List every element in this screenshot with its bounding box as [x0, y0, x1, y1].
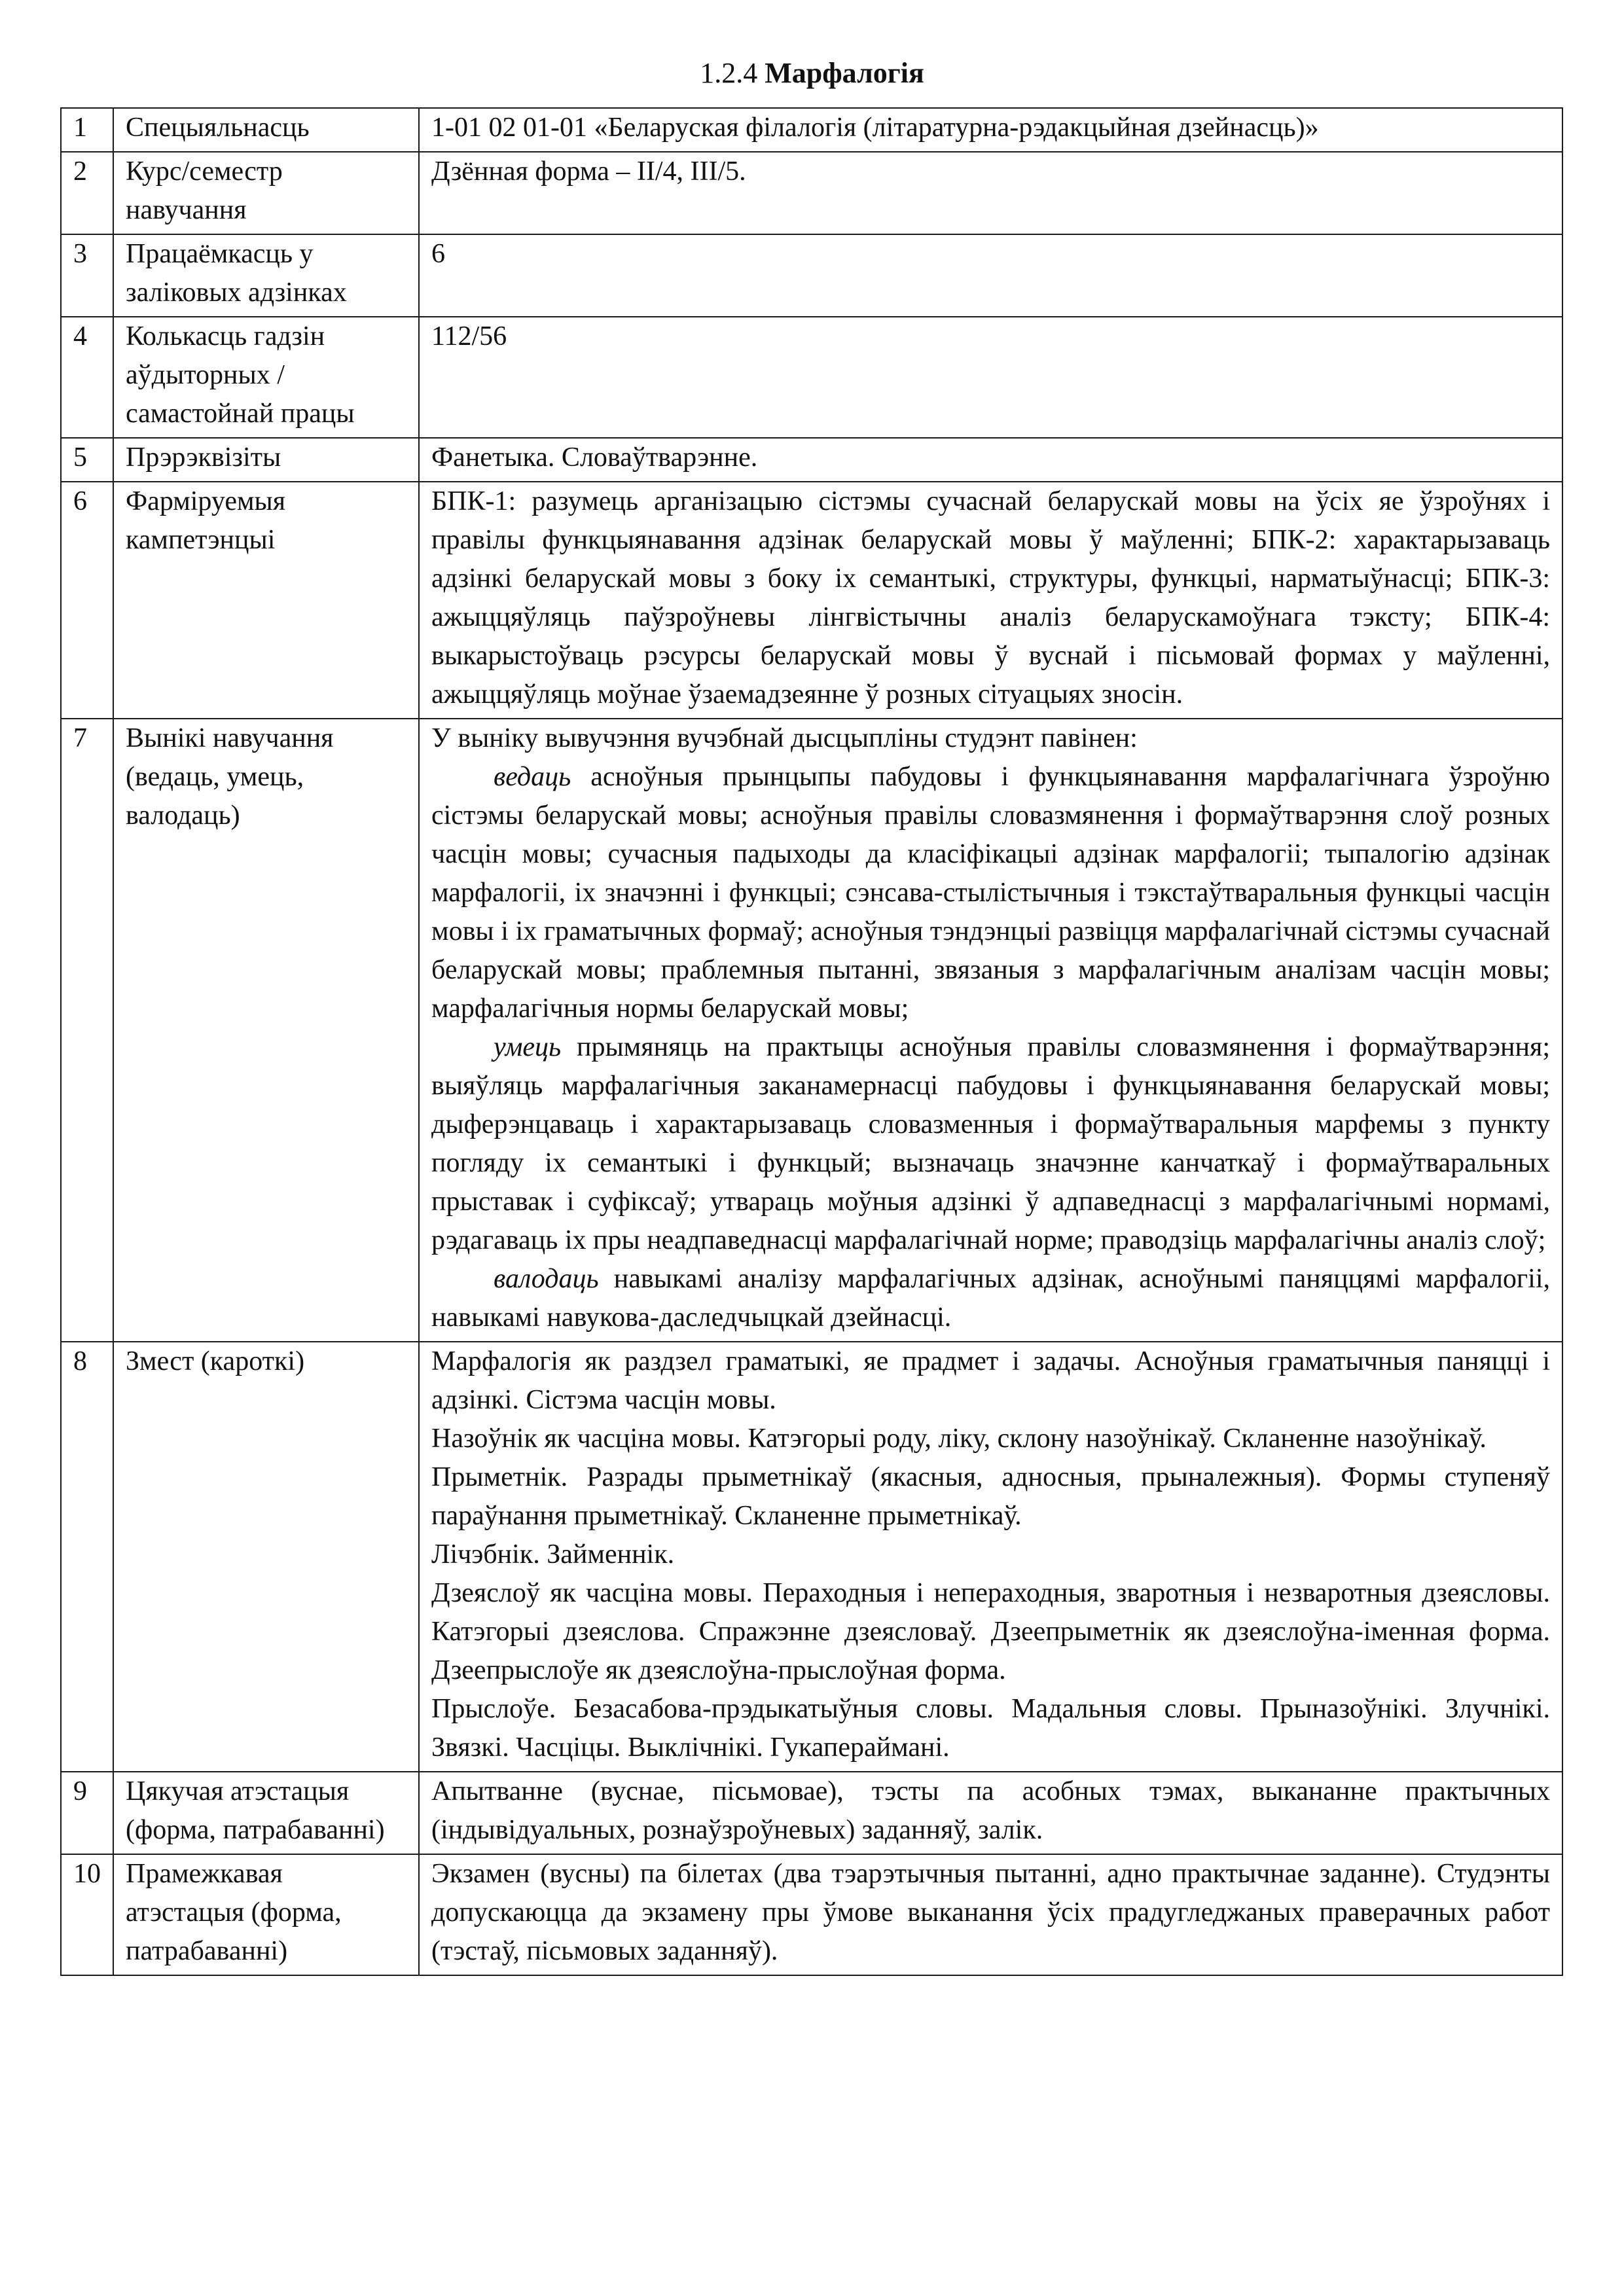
outcome-own-text: навыкамі аналізу марфалагічных адзінак, асноўнымі паняццямі марфалогіі, навыкамі навукова-даследчыцкай дзейнасці.	[431, 1264, 1550, 1333]
row-label: Прамежкавая атэстацыя (форма, патрабаванні)	[113, 1854, 419, 1975]
outcome-know-text: асноўныя прынцыпы пабудовы і функцыянавання марфалагічнага ўзроўню сістэмы беларускай мовы; асноўныя правілы словазмянення і формаўтварэння слоў розных часцін мовы; сучасныя падыходы да класіфікацыі адзінак марфалогіі; тыпалогію адзінак марфалогіі, іх значэнні і функцыі; сэнсава-стылістычныя і тэкстаўтваральныя функцыі часцін мовы і іх граматычных формаў; асноўныя тэндэнцыі развіцця марфалагічнай сістэмы сучаснай беларускай мовы; праблемныя пытанні, звязаныя з марфалагічным аналізам часцін мовы; марфалагічныя нормы беларускай мовы;	[431, 762, 1550, 1024]
content-paragraph: Лічэбнік. Займеннік.	[431, 1539, 675, 1570]
learning-outcomes	[419, 719, 1562, 1342]
outcome-able	[431, 1028, 1550, 1260]
row-number: 10	[61, 1854, 113, 1975]
outcome-own	[431, 1260, 1550, 1337]
content-paragraph: Марфалогія як раздзел граматыкі, яе прадмет і задачы. Асноўныя граматычныя паняцці і адзінкі. Сістэма часцін мовы.	[431, 1346, 1550, 1415]
table-row	[61, 108, 1562, 152]
course-info-table	[60, 107, 1563, 1976]
table-row	[61, 719, 1562, 1342]
row-label: Працаёмкасць у заліковых адзінках	[113, 234, 419, 317]
table-row	[61, 482, 1562, 719]
outcomes-intro: У выніку вывучэння вучэбнай дысцыпліны студэнт павінен:	[431, 723, 1138, 753]
row-label: Прэрэквізіты	[113, 438, 419, 482]
row-label: Спецыяльнасць	[113, 108, 419, 152]
row-number: 8	[61, 1342, 113, 1772]
content-paragraph: Назоўнік як часціна мовы. Катэгорыі роду, ліку, склону назоўнікаў. Скланенне назоўнікаў.	[431, 1424, 1487, 1454]
row-number: 4	[61, 317, 113, 438]
keyword-able: умець	[494, 1032, 562, 1062]
outcome-able-text: прымяняць на практыцы асноўныя правілы словазмянення і формаўтварэння; выяўляць марфалагічныя заканамернасці пабудовы і функцыянавання беларускай мовы; дыферэнцаваць і характарызаваць словазменныя і формаўтваральныя марфемы з пункту погляду іх семантыкі і функцый; вызначаць значэнне канчаткаў і формаўтваральных прыставак і суфіксаў; утвараць моўныя адзінкі ў адпаведнасці з марфалагічнымі нормамі, рэдагаваць іх пры неадпаведнасці марфалагічнай норме; праводзіць марфалагічны аналіз слоў;	[431, 1032, 1550, 1255]
table-row	[61, 234, 1562, 317]
content-paragraph: Прыметнік. Разрады прыметнікаў (якасныя, адносныя, прыналежныя). Формы ступеняў параўнання прыметнікаў. Скланенне прыметнікаў.	[431, 1462, 1550, 1531]
row-label: Курс/семестр навучання	[113, 152, 419, 234]
content-paragraph: Прыслоўе. Безасабова-прэдыкатыўныя словы. Мадальныя словы. Прыназоўнікі. Злучнікі. Звязкі. Часціцы. Выклічнікі. Гукапераймані.	[431, 1694, 1550, 1763]
row-value: 112/56	[419, 317, 1562, 438]
row-label: Колькасць гадзін аўдыторных / самастойнай працы	[113, 317, 419, 438]
page-title	[0, 55, 1624, 92]
course-content	[419, 1342, 1562, 1772]
outcome-know	[431, 758, 1550, 1028]
row-number: 3	[61, 234, 113, 317]
row-number: 6	[61, 482, 113, 719]
row-value: Экзамен (вусны) па білетах (два тэарэтычныя пытанні, адно практычнае заданне). Студэнты допускаюцца да экзамену пры ўмове выканання ўсіх прадугледжаных праверачных работ (тэстаў, пісьмовых заданняў).	[419, 1854, 1562, 1975]
row-value: Фанетыка. Словаўтварэнне.	[419, 438, 1562, 482]
row-value: Апытванне (вуснае, пісьмовае), тэсты па асобных тэмах, выкананне практычных (індывідуальных, рознаўзроўневых) заданняў, залік.	[419, 1772, 1562, 1854]
row-label: Вынікі навучання (ведаць, умець, валодаць)	[113, 719, 419, 1342]
table-row	[61, 1772, 1562, 1854]
row-value: Дзённая форма – ІІ/4, ІІІ/5.	[419, 152, 1562, 234]
table-row	[61, 317, 1562, 438]
table-row	[61, 438, 1562, 482]
row-number: 1	[61, 108, 113, 152]
content-paragraph: Дзеяслоў як часціна мовы. Пераходныя і непераходныя, зваротныя і незваротныя дзеясловы. Катэгорыі дзеяслова. Спражэнне дзеясловаў. Дзеепрыметнік як дзеяслоўна-іменная форма. Дзеепрыслоўе як дзеяслоўна-прыслоўная форма.	[431, 1578, 1550, 1685]
table-row	[61, 1854, 1562, 1975]
row-number: 2	[61, 152, 113, 234]
table-row	[61, 152, 1562, 234]
row-value: 6	[419, 234, 1562, 317]
row-number: 7	[61, 719, 113, 1342]
row-label: Цякучая атэстацыя (форма, патрабаванні)	[113, 1772, 419, 1854]
row-value: БПК-1: разумець арганізацыю сістэмы сучаснай беларускай мовы на ўсіх яе ўзроўнях і правілы функцыянавання адзінак беларускай мовы ў маўленні; БПК-2: характарызаваць адзінкі беларускай мовы з боку іх семантыкі, структуры, функцыі, нарматыўнасці; БПК-3: ажыццяўляць паўзроўневы лінгвістычны аналіз беларускамоўнага тэксту; БПК-4: выкарыстоўваць рэсурсы беларускай мовы ў вуснай і пісьмовай формах у маўленні, ажыццяўляць моўнае ўзаемадзеянне ў розных сітуацыях зносін.	[419, 482, 1562, 719]
section-number: 1.2.4	[700, 57, 758, 89]
section-title: Марфалогія	[765, 57, 924, 89]
table-row	[61, 1342, 1562, 1772]
row-label: Фарміруемыя кампетэнцыі	[113, 482, 419, 719]
row-number: 5	[61, 438, 113, 482]
row-value: 1-01 02 01-01 «Беларуская філалогія (літаратурна-рэдакцыйная дзейнасць)»	[419, 108, 1562, 152]
row-number: 9	[61, 1772, 113, 1854]
row-label: Змест (кароткі)	[113, 1342, 419, 1772]
keyword-own: валодаць	[494, 1264, 599, 1294]
keyword-know: ведаць	[494, 762, 571, 792]
